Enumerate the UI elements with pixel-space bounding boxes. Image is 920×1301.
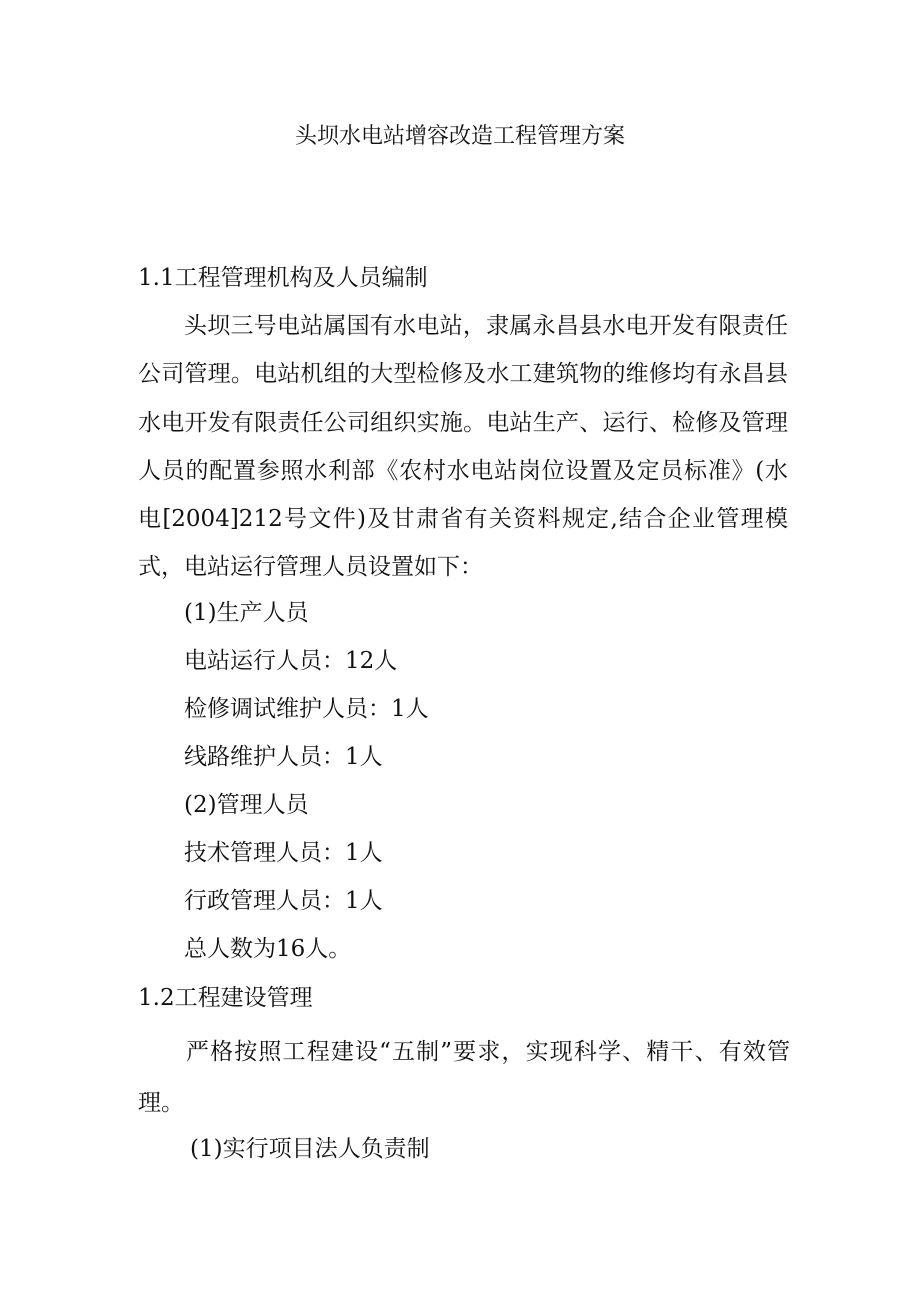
list-item: 检修调试维护人员：1人 [184, 696, 429, 722]
list-item: (2)管理人员 [184, 792, 309, 818]
list-item: 技术管理人员：1人 [184, 840, 383, 866]
list-item: (1)生产人员 [184, 600, 309, 626]
list-item: 总人数为16人。 [184, 936, 352, 962]
document-title: 头坝水电站增容改造工程管理方案 [294, 124, 625, 149]
sub-item: (1)实行项目法人负责制 [190, 1136, 430, 1162]
section-1-1-paragraph: 头坝三号电站属国有水电站，隶属永昌县水电开发有限责任公司管理。电站机组的大型检修及水工建筑物的维修均有永昌县水电开发有限责任公司组织实施。电站生产、运行、检修及管理人员的配置参照水利部《农村水电站岗位设置及定员标准》(水电[2004]212号文件)及甘肃省有关资料规定,结合企业管理模式，电站运行管理人员设置如下： [138, 313, 788, 581]
section-1-2-paragraph: 严格按照工程建设“五制”要求，实现科学、精干、有效管理。 [138, 1039, 790, 1116]
list-item: 线路维护人员：1人 [184, 744, 383, 770]
list-item: 电站运行人员：12人 [184, 648, 398, 674]
list-item: 行政管理人员：1人 [184, 888, 383, 914]
section-heading-1-1: 1.1工程管理机构及人员编制 [138, 265, 428, 291]
section-heading-1-2: 1.2工程建设管理 [138, 985, 313, 1011]
